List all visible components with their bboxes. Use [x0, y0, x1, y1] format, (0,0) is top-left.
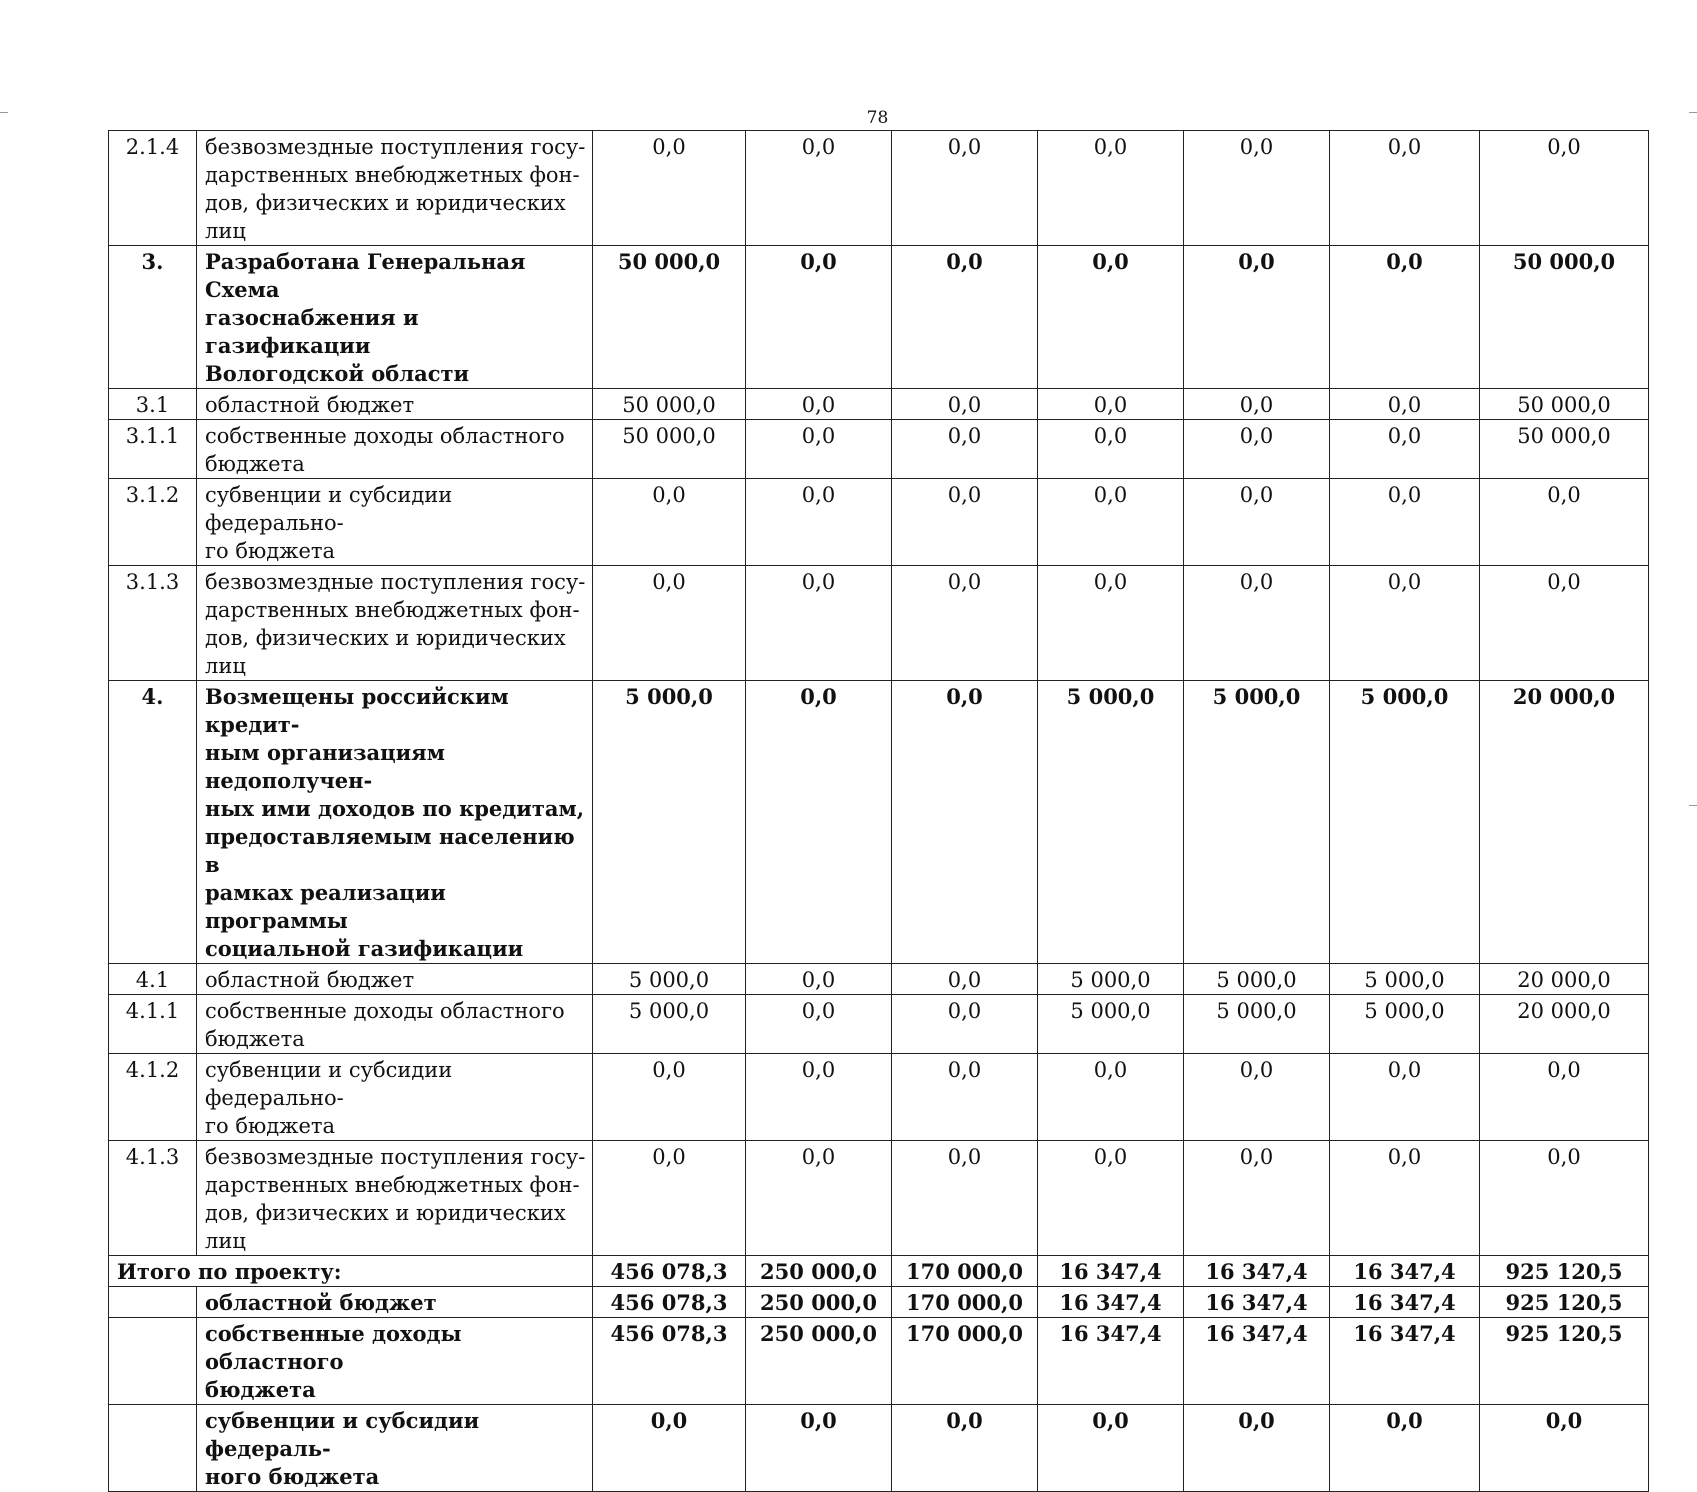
value-cell: 5 000,0: [1184, 995, 1330, 1054]
value-cell: 50 000,0: [593, 420, 746, 479]
value-cell: 5 000,0: [1184, 681, 1330, 964]
total-value-cell: 250 000,0: [746, 1256, 892, 1287]
row-number: 4.: [109, 681, 197, 964]
value-cell: 0,0: [1330, 389, 1480, 420]
value-cell: 20 000,0: [1480, 995, 1649, 1054]
row-name: областной бюджет: [197, 964, 593, 995]
total-breakdown-row: [109, 1405, 1649, 1492]
value-cell: 50 000,0: [1480, 420, 1649, 479]
value-cell: 0,0: [1038, 389, 1184, 420]
value-cell: 0,0: [1038, 420, 1184, 479]
value-cell: 5 000,0: [1330, 995, 1480, 1054]
value-cell: 0,0: [746, 1405, 892, 1492]
value-cell: 0,0: [746, 389, 892, 420]
value-cell: 0,0: [892, 964, 1038, 995]
table-row: [109, 995, 1649, 1054]
table-row: [109, 420, 1649, 479]
row-name: субвенции и субсидии федерально- го бюджета: [197, 479, 593, 566]
row-name: собственные доходы областного бюджета: [197, 995, 593, 1054]
value-cell: 250 000,0: [746, 1318, 892, 1405]
total-row: [109, 1256, 1649, 1287]
value-cell: 20 000,0: [1480, 964, 1649, 995]
value-cell: 0,0: [1330, 1054, 1480, 1141]
value-cell: 0,0: [892, 566, 1038, 681]
table-row: [109, 964, 1649, 995]
value-cell: 0,0: [1330, 566, 1480, 681]
row-name: субвенции и субсидии федераль- ного бюджета: [197, 1405, 593, 1492]
value-cell: 925 120,5: [1480, 1287, 1649, 1318]
value-cell: 250 000,0: [746, 1287, 892, 1318]
row-name: областной бюджет: [197, 389, 593, 420]
margin-mark: [1689, 112, 1697, 113]
value-cell: 925 120,5: [1480, 1318, 1649, 1405]
row-number: 3.1.2: [109, 479, 197, 566]
value-cell: 0,0: [746, 964, 892, 995]
row-number: 4.1: [109, 964, 197, 995]
value-cell: 0,0: [593, 1141, 746, 1256]
value-cell: 0,0: [892, 1054, 1038, 1141]
row-name: собственные доходы областного бюджета: [197, 420, 593, 479]
total-breakdown-row: [109, 1318, 1649, 1405]
row-name: собственные доходы областного бюджета: [197, 1318, 593, 1405]
value-cell: 0,0: [1480, 131, 1649, 246]
row-name: областной бюджет: [197, 1287, 593, 1318]
value-cell: 0,0: [593, 1405, 746, 1492]
value-cell: 5 000,0: [1038, 995, 1184, 1054]
value-cell: 170 000,0: [892, 1318, 1038, 1405]
value-cell: 0,0: [1330, 1405, 1480, 1492]
value-cell: 5 000,0: [1038, 681, 1184, 964]
value-cell: 16 347,4: [1184, 1318, 1330, 1405]
value-cell: 0,0: [746, 131, 892, 246]
value-cell: 0,0: [1038, 1054, 1184, 1141]
table-row: [109, 246, 1649, 389]
value-cell: 0,0: [593, 131, 746, 246]
value-cell: 5 000,0: [1330, 681, 1480, 964]
value-cell: 16 347,4: [1038, 1287, 1184, 1318]
value-cell: 0,0: [746, 479, 892, 566]
margin-mark: [0, 112, 8, 113]
table-row: [109, 389, 1649, 420]
value-cell: 0,0: [892, 681, 1038, 964]
total-value-cell: 16 347,4: [1330, 1256, 1480, 1287]
margin-mark: [1689, 805, 1697, 806]
value-cell: 0,0: [1038, 1405, 1184, 1492]
value-cell: 50 000,0: [593, 246, 746, 389]
value-cell: 0,0: [1480, 479, 1649, 566]
value-cell: 20 000,0: [1480, 681, 1649, 964]
value-cell: 0,0: [1480, 1141, 1649, 1256]
value-cell: 456 078,3: [593, 1287, 746, 1318]
row-number: 4.1.2: [109, 1054, 197, 1141]
table-row: [109, 1054, 1649, 1141]
value-cell: 0,0: [1330, 479, 1480, 566]
row-number: 3.: [109, 246, 197, 389]
total-value-cell: 16 347,4: [1184, 1256, 1330, 1287]
value-cell: 0,0: [746, 995, 892, 1054]
value-cell: 16 347,4: [1330, 1287, 1480, 1318]
page-number: 78: [866, 108, 889, 128]
value-cell: 0,0: [1184, 246, 1330, 389]
table-row: [109, 566, 1649, 681]
row-name: безвозмездные поступления госу- дарственных внебюджетных фон- дов, физических и юридических лиц: [197, 566, 593, 681]
budget-table: [108, 130, 1649, 1492]
value-cell: 0,0: [1480, 566, 1649, 681]
value-cell: 50 000,0: [1480, 246, 1649, 389]
value-cell: 0,0: [746, 681, 892, 964]
value-cell: 0,0: [892, 420, 1038, 479]
value-cell: 0,0: [1184, 420, 1330, 479]
total-breakdown-row: [109, 1287, 1649, 1318]
value-cell: 0,0: [1184, 1054, 1330, 1141]
row-name: Разработана Генеральная Схема газоснабжения и газификации Вологодской области: [197, 246, 593, 389]
value-cell: 0,0: [1330, 1141, 1480, 1256]
row-number: 3.1.1: [109, 420, 197, 479]
value-cell: 0,0: [593, 566, 746, 681]
value-cell: 16 347,4: [1184, 1287, 1330, 1318]
value-cell: 0,0: [1184, 479, 1330, 566]
total-value-cell: 925 120,5: [1480, 1256, 1649, 1287]
empty-number-cell: [109, 1318, 197, 1405]
row-number: 4.1.3: [109, 1141, 197, 1256]
row-name: безвозмездные поступления госу- дарственных внебюджетных фон- дов, физических и юридических лиц: [197, 1141, 593, 1256]
table-row: [109, 681, 1649, 964]
value-cell: 5 000,0: [593, 681, 746, 964]
value-cell: 0,0: [1184, 1405, 1330, 1492]
table-row: [109, 1141, 1649, 1256]
value-cell: 0,0: [746, 420, 892, 479]
value-cell: 0,0: [746, 1054, 892, 1141]
value-cell: 0,0: [746, 1141, 892, 1256]
value-cell: 0,0: [892, 995, 1038, 1054]
value-cell: 16 347,4: [1330, 1318, 1480, 1405]
value-cell: 0,0: [746, 566, 892, 681]
value-cell: 0,0: [1330, 420, 1480, 479]
value-cell: 0,0: [1038, 246, 1184, 389]
table-row: [109, 131, 1649, 246]
value-cell: 0,0: [892, 1141, 1038, 1256]
value-cell: 0,0: [593, 1054, 746, 1141]
row-name: Возмещены российским кредит- ным организациям недополучен- ных ими доходов по кредитам, предоставляемым населению в рамках реализации программы социальной газификации: [197, 681, 593, 964]
value-cell: 5 000,0: [1330, 964, 1480, 995]
value-cell: 50 000,0: [1480, 389, 1649, 420]
value-cell: 5 000,0: [1038, 964, 1184, 995]
value-cell: 0,0: [1184, 389, 1330, 420]
value-cell: 0,0: [1184, 566, 1330, 681]
value-cell: 0,0: [1184, 131, 1330, 246]
value-cell: 0,0: [593, 479, 746, 566]
row-number: 4.1.1: [109, 995, 197, 1054]
table-row: [109, 479, 1649, 566]
value-cell: 5 000,0: [593, 964, 746, 995]
value-cell: 0,0: [1330, 131, 1480, 246]
row-name: безвозмездные поступления госу- дарственных внебюджетных фон- дов, физических и юридических лиц: [197, 131, 593, 246]
value-cell: 0,0: [892, 131, 1038, 246]
value-cell: 0,0: [892, 479, 1038, 566]
value-cell: 170 000,0: [892, 1287, 1038, 1318]
value-cell: 0,0: [1184, 1141, 1330, 1256]
row-name: субвенции и субсидии федерально- го бюджета: [197, 1054, 593, 1141]
value-cell: 0,0: [1038, 479, 1184, 566]
value-cell: 5 000,0: [593, 995, 746, 1054]
row-number: 3.1: [109, 389, 197, 420]
empty-number-cell: [109, 1405, 197, 1492]
value-cell: 0,0: [892, 1405, 1038, 1492]
value-cell: 50 000,0: [593, 389, 746, 420]
value-cell: 5 000,0: [1184, 964, 1330, 995]
value-cell: 16 347,4: [1038, 1318, 1184, 1405]
total-value-cell: 16 347,4: [1038, 1256, 1184, 1287]
total-value-cell: 170 000,0: [892, 1256, 1038, 1287]
value-cell: 0,0: [892, 246, 1038, 389]
value-cell: 0,0: [1330, 246, 1480, 389]
value-cell: 0,0: [1480, 1405, 1649, 1492]
row-number: 3.1.3: [109, 566, 197, 681]
row-number: 2.1.4: [109, 131, 197, 246]
value-cell: 0,0: [1480, 1054, 1649, 1141]
value-cell: 0,0: [746, 246, 892, 389]
value-cell: 0,0: [1038, 131, 1184, 246]
total-value-cell: 456 078,3: [593, 1256, 746, 1287]
value-cell: 0,0: [1038, 1141, 1184, 1256]
value-cell: 0,0: [892, 389, 1038, 420]
value-cell: 0,0: [1038, 566, 1184, 681]
empty-number-cell: [109, 1287, 197, 1318]
value-cell: 456 078,3: [593, 1318, 746, 1405]
total-label: Итого по проекту:: [109, 1256, 593, 1287]
